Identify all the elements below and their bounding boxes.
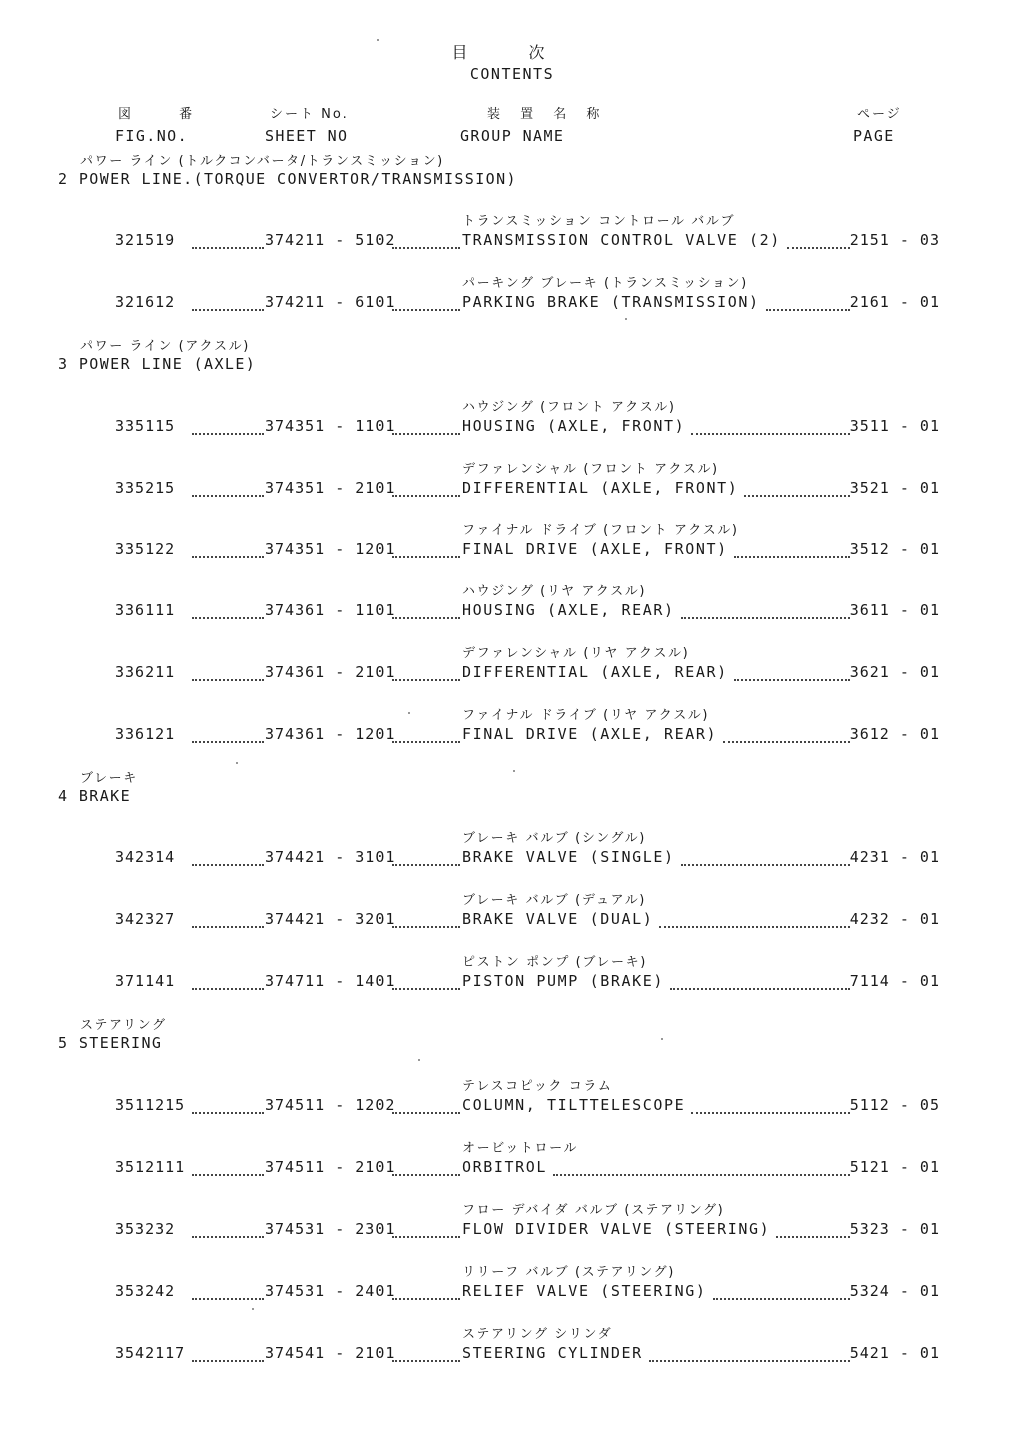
dot-leader	[392, 1220, 460, 1238]
scan-speck	[408, 712, 410, 714]
group-name-ja: デファレンシャル (フロント アクスル)	[462, 462, 719, 477]
dot-leader	[659, 910, 850, 928]
section-title-en: 2 POWER LINE.(TORQUE CONVERTOR/TRANSMISSION)	[58, 170, 517, 188]
dot-leader	[392, 725, 460, 743]
group-name-en: PISTON PUMP (BRAKE)	[462, 972, 664, 990]
scan-speck	[252, 1308, 254, 1310]
contents-entry	[0, 580, 1024, 624]
scan-speck	[661, 1038, 663, 1040]
page-number: 3611 - 01	[849, 601, 940, 619]
fig-number: 335122	[115, 540, 176, 558]
group-name-en: BRAKE VALVE (SINGLE)	[462, 848, 675, 866]
contents-entry	[0, 1199, 1024, 1243]
group-name-ja: ハウジング (フロント アクスル)	[462, 400, 676, 415]
group-name-en: FLOW DIVIDER VALVE (STEERING)	[462, 1220, 771, 1238]
group-name-ja: オービットロール	[462, 1141, 579, 1156]
contents-entry	[0, 827, 1024, 871]
group-name-en: RELIEF VALVE (STEERING)	[462, 1282, 707, 1300]
section-heading	[0, 335, 1024, 375]
dot-leader	[734, 540, 850, 558]
sheet-number: 374361 - 2101	[265, 663, 396, 681]
fig-number: 321519	[115, 231, 176, 249]
dot-leader	[723, 725, 850, 743]
contents-entry	[0, 1075, 1024, 1119]
dot-leader	[392, 293, 460, 311]
page-number: 3521 - 01	[849, 479, 940, 497]
group-name-en: HOUSING (AXLE, FRONT)	[462, 417, 686, 435]
scan-speck	[236, 762, 238, 764]
dot-leader	[192, 848, 264, 866]
dot-leader	[392, 972, 460, 990]
fig-number: 321612	[115, 293, 176, 311]
sheet-number: 374211 - 6101	[265, 293, 396, 311]
fig-number: 335215	[115, 479, 176, 497]
sheet-number: 374531 - 2401	[265, 1282, 396, 1300]
section-heading	[0, 150, 1024, 190]
title-japanese: 目 次	[451, 43, 573, 62]
group-name-en: PARKING BRAKE (TRANSMISSION)	[462, 293, 760, 311]
dot-leader	[392, 231, 460, 249]
sheet-number: 374511 - 2101	[265, 1158, 396, 1176]
header-page-ja: ページ	[857, 107, 902, 122]
section-title-ja: ステアリング	[80, 1018, 167, 1033]
dot-leader	[392, 417, 460, 435]
fig-number: 335115	[115, 417, 176, 435]
fig-number: 336211	[115, 663, 176, 681]
sheet-number: 374711 - 1401	[265, 972, 396, 990]
dot-leader	[192, 1344, 264, 1362]
dot-leader	[192, 231, 264, 249]
scan-speck	[513, 770, 515, 772]
section-title-ja: ブレーキ	[80, 771, 138, 786]
section-title-ja: パワー ライン (トルクコンバータ/トランスミッション)	[80, 154, 444, 169]
sheet-number: 374531 - 2301	[265, 1220, 396, 1238]
group-name-en: HOUSING (AXLE, REAR)	[462, 601, 675, 619]
dot-leader	[192, 972, 264, 990]
page-number: 5421 - 01	[849, 1344, 940, 1362]
dot-leader	[192, 1158, 264, 1176]
sheet-number: 374361 - 1201	[265, 725, 396, 743]
group-name-ja: テレスコピック コラム	[462, 1079, 613, 1094]
dot-leader	[787, 231, 850, 249]
dot-leader	[192, 910, 264, 928]
group-name-en: DIFFERENTIAL (AXLE, FRONT)	[462, 479, 739, 497]
sheet-number: 374421 - 3201	[265, 910, 396, 928]
dot-leader	[192, 1096, 264, 1114]
page-number: 3512 - 01	[849, 540, 940, 558]
header-fig-ja: 図 番	[118, 107, 215, 122]
group-name-en: BRAKE VALVE (DUAL)	[462, 910, 654, 928]
dot-leader	[392, 910, 460, 928]
contents-entry	[0, 1261, 1024, 1305]
page-number: 4231 - 01	[849, 848, 940, 866]
fig-number: 353232	[115, 1220, 176, 1238]
group-name-ja: トランスミッション コントロール バルブ	[462, 214, 736, 229]
dot-leader	[392, 1096, 460, 1114]
dot-leader	[681, 601, 850, 619]
group-name-ja: ピストン ポンプ (ブレーキ)	[462, 955, 647, 970]
fig-number: 371141	[115, 972, 176, 990]
fig-number: 342314	[115, 848, 176, 866]
contents-entry	[0, 704, 1024, 748]
group-name-ja: パーキング ブレーキ (トランスミッション)	[462, 276, 748, 291]
header-group-ja: 装 置 名 称	[487, 107, 608, 122]
section-title-en: 4 BRAKE	[58, 787, 132, 805]
dot-leader	[681, 848, 850, 866]
header-sheet-en: SHEET NO	[265, 127, 349, 145]
contents-entry	[0, 642, 1024, 686]
dot-leader	[392, 663, 460, 681]
dot-leader	[713, 1282, 850, 1300]
group-name-ja: ステアリング シリンダ	[462, 1327, 613, 1342]
section-heading	[0, 767, 1024, 807]
dot-leader	[392, 540, 460, 558]
group-name-en: DIFFERENTIAL (AXLE, REAR)	[462, 663, 728, 681]
sheet-number: 374351 - 2101	[265, 479, 396, 497]
group-name-en: FINAL DRIVE (AXLE, REAR)	[462, 725, 718, 743]
dot-leader	[691, 417, 850, 435]
dot-leader	[192, 663, 264, 681]
sheet-number: 374361 - 1101	[265, 601, 396, 619]
sheet-number: 374511 - 1202	[265, 1096, 396, 1114]
dot-leader	[392, 479, 460, 497]
page-number: 3621 - 01	[849, 663, 940, 681]
group-name-ja: フロー デバイダ バルブ (ステアリング)	[462, 1203, 725, 1218]
contents-entry	[0, 519, 1024, 563]
scan-speck	[377, 39, 379, 41]
section-heading	[0, 1014, 1024, 1054]
dot-leader	[192, 417, 264, 435]
header-sheet-ja: シート No.	[270, 107, 349, 122]
dot-leader	[392, 1158, 460, 1176]
dot-leader	[192, 601, 264, 619]
scan-speck	[625, 318, 627, 320]
contents-entry	[0, 458, 1024, 502]
page-number: 5324 - 01	[849, 1282, 940, 1300]
page-number: 3612 - 01	[849, 725, 940, 743]
header-fig-en: FIG.NO.	[115, 127, 189, 145]
group-name-en: TRANSMISSION CONTROL VALVE (2)	[462, 231, 781, 249]
fig-number: 3511215	[115, 1096, 186, 1114]
dot-leader	[192, 479, 264, 497]
dot-leader	[192, 293, 264, 311]
dot-leader	[734, 663, 850, 681]
page-number: 5121 - 01	[849, 1158, 940, 1176]
contents-entry	[0, 210, 1024, 254]
contents-entry	[0, 1137, 1024, 1181]
dot-leader	[192, 540, 264, 558]
page-number: 2161 - 01	[849, 293, 940, 311]
group-name-ja: ファイナル ドライブ (フロント アクスル)	[462, 523, 739, 538]
dot-leader	[192, 1220, 264, 1238]
contents-entry	[0, 951, 1024, 995]
fig-number: 336121	[115, 725, 176, 743]
contents-entry	[0, 1323, 1024, 1367]
sheet-number: 374351 - 1201	[265, 540, 396, 558]
dot-leader	[392, 848, 460, 866]
dot-leader	[766, 293, 850, 311]
dot-leader	[192, 1282, 264, 1300]
section-title-ja: パワー ライン (アクスル)	[80, 339, 250, 354]
fig-number: 3542117	[115, 1344, 186, 1362]
group-name-en: FINAL DRIVE (AXLE, FRONT)	[462, 540, 728, 558]
dot-leader	[670, 972, 850, 990]
contents-entry	[0, 272, 1024, 316]
sheet-number: 374211 - 5102	[265, 231, 396, 249]
group-name-ja: ハウジング (リヤ アクスル)	[462, 584, 647, 599]
group-name-ja: デファレンシャル (リヤ アクスル)	[462, 646, 690, 661]
dot-leader	[392, 1344, 460, 1362]
page-number: 3511 - 01	[849, 417, 940, 435]
page-number: 5323 - 01	[849, 1220, 940, 1238]
group-name-ja: ブレーキ バルブ (デュアル)	[462, 893, 646, 908]
fig-number: 3512111	[115, 1158, 186, 1176]
page-number: 4232 - 01	[849, 910, 940, 928]
dot-leader	[392, 1282, 460, 1300]
group-name-ja: リリーフ バルブ (ステアリング)	[462, 1265, 675, 1280]
scan-speck	[418, 1059, 420, 1061]
fig-number: 353242	[115, 1282, 176, 1300]
page-number: 5112 - 05	[849, 1096, 940, 1114]
sheet-number: 374421 - 3101	[265, 848, 396, 866]
contents-entry	[0, 889, 1024, 933]
dot-leader	[776, 1220, 850, 1238]
group-name-ja: ブレーキ バルブ (シングル)	[462, 831, 646, 846]
header-page-en: PAGE	[853, 127, 895, 145]
dot-leader	[192, 725, 264, 743]
title-english: CONTENTS	[469, 65, 555, 83]
dot-leader	[392, 601, 460, 619]
group-name-en: STEERING CYLINDER	[462, 1344, 643, 1362]
fig-number: 336111	[115, 601, 176, 619]
page-number: 2151 - 03	[849, 231, 940, 249]
group-name-en: ORBITROL	[462, 1158, 548, 1176]
contents-entry	[0, 396, 1024, 440]
dot-leader	[553, 1158, 850, 1176]
sheet-number: 374351 - 1101	[265, 417, 396, 435]
dot-leader	[691, 1096, 850, 1114]
sheet-number: 374541 - 2101	[265, 1344, 396, 1362]
dot-leader	[649, 1344, 850, 1362]
group-name-en: COLUMN, TILTTELESCOPE	[462, 1096, 686, 1114]
page-number: 7114 - 01	[849, 972, 940, 990]
group-name-ja: ファイナル ドライブ (リヤ アクスル)	[462, 708, 710, 723]
section-title-en: 3 POWER LINE (AXLE)	[58, 355, 257, 373]
section-title-en: 5 STEERING	[58, 1034, 163, 1052]
dot-leader	[744, 479, 850, 497]
header-group-en: GROUP NAME	[460, 127, 565, 145]
fig-number: 342327	[115, 910, 176, 928]
